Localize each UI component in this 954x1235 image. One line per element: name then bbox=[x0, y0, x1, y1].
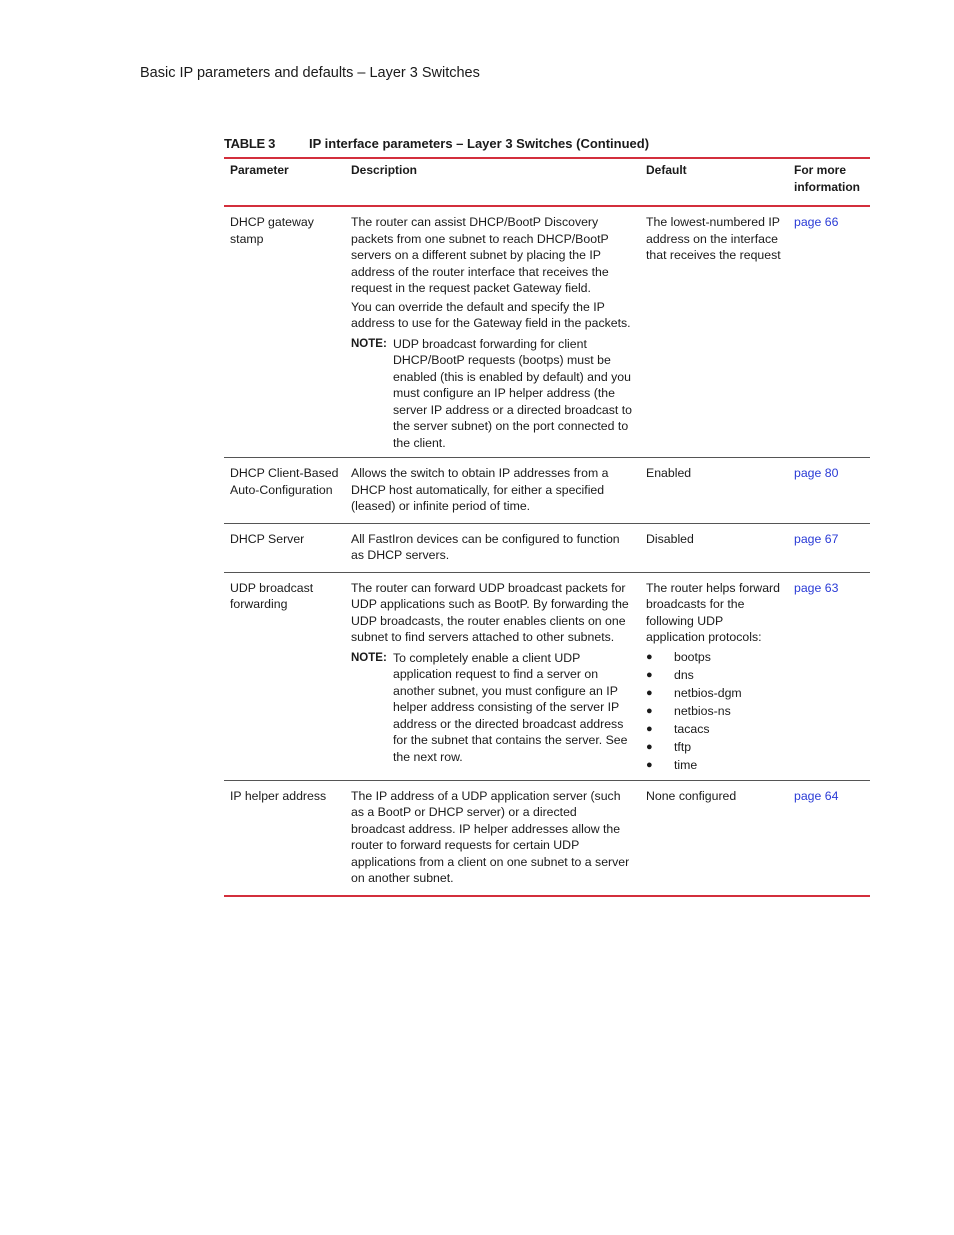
list-item: ● netbios-dgm bbox=[646, 685, 742, 700]
bullet-icon: ● bbox=[646, 650, 653, 663]
description-text: All FastIron devices can be configured to function as DHCP servers. bbox=[351, 531, 620, 562]
bullet-icon: ● bbox=[646, 686, 653, 699]
bullet-icon: ● bbox=[646, 740, 653, 753]
list-item: ● tftp bbox=[646, 739, 692, 754]
protocol-list bbox=[646, 648, 782, 774]
description-text: The router can forward UDP broadcast packets for UDP applications such as BootP. By forwarding the UDP broadcasts, the router enables clients on one subnet to find servers attached to other subnets. bbox=[351, 580, 629, 644]
table-number: TABLE 3 bbox=[224, 136, 276, 151]
bullet-icon: ● bbox=[646, 722, 653, 735]
default-cell: The lowest-numbered IP address on the interface that receives the request bbox=[646, 215, 781, 262]
parameter-cell: IP helper address bbox=[230, 788, 327, 803]
default-cell bbox=[640, 572, 788, 780]
note-label: NOTE: bbox=[351, 337, 387, 350]
info-cell bbox=[788, 780, 870, 896]
note bbox=[351, 650, 634, 766]
parameter-cell: DHCP Server bbox=[230, 531, 305, 546]
page-link[interactable]: page 80 bbox=[794, 466, 839, 480]
note-text: To completely enable a client UDP application request to find a server on another subnet, you must configure an IP helper address consisting of the server IP address or the directed broadcast address for the subnet that contains the server. See the next row. bbox=[393, 650, 628, 764]
header-more-info: For more information bbox=[794, 163, 860, 194]
description-cell bbox=[345, 206, 640, 458]
description-cell bbox=[345, 523, 640, 572]
table-row bbox=[224, 206, 870, 458]
table-row bbox=[224, 458, 870, 524]
description-text: The router can assist DHCP/BootP Discovery packets from one subnet to reach DHCP/BootP servers on a different subnet by placing the IP address of the router interface that receives the request in the request packet Gateway field. bbox=[351, 215, 609, 295]
page-link[interactable]: page 67 bbox=[794, 531, 839, 546]
info-cell bbox=[788, 572, 870, 780]
description-text: Allows the switch to obtain IP addresses from a DHCP host automatically, for either a specified (leased) or infinite period of time. bbox=[351, 466, 609, 513]
note-label: NOTE: bbox=[351, 651, 387, 664]
note bbox=[351, 336, 634, 452]
table-header-row bbox=[224, 158, 870, 206]
bullet-icon: ● bbox=[646, 758, 653, 771]
parameter-cell: DHCP gateway stamp bbox=[230, 215, 314, 246]
description-text: You can override the default and specify the IP address to use for the Gateway field in the packets. bbox=[351, 299, 631, 330]
header-parameter: Parameter bbox=[230, 163, 289, 177]
info-cell bbox=[788, 458, 870, 524]
description-cell bbox=[345, 780, 640, 896]
parameter-cell: UDP broadcast forwarding bbox=[230, 580, 314, 611]
page-link[interactable]: page 64 bbox=[794, 788, 839, 803]
list-item: ● time bbox=[646, 757, 698, 772]
list-item: ● tacacs bbox=[646, 721, 710, 736]
list-item: ● dns bbox=[646, 667, 694, 682]
default-text: The router helps forward broadcasts for the following UDP application protocols: bbox=[646, 580, 780, 644]
page-link[interactable]: page 63 bbox=[794, 580, 839, 595]
description-text: The IP address of a UDP application server (such as a BootP or DHCP server) or a directed broadcast address. IP helper addresses allow the router to forward requests for certain UDP applications from a client on one subnet to a server on another subnet. bbox=[351, 788, 630, 885]
page-link[interactable]: page 66 bbox=[794, 215, 839, 229]
list-item: ● bootps bbox=[646, 649, 711, 664]
default-cell: Enabled bbox=[646, 466, 692, 480]
bullet-icon: ● bbox=[646, 668, 653, 681]
default-cell: Disabled bbox=[646, 531, 694, 546]
table-title: IP interface parameters – Layer 3 Switches (Continued) bbox=[309, 136, 650, 151]
table-row bbox=[224, 780, 870, 896]
ip-parameters-table bbox=[224, 157, 870, 897]
header-description: Description bbox=[351, 163, 418, 177]
list-item: ● netbios-ns bbox=[646, 703, 731, 718]
info-cell bbox=[788, 206, 870, 458]
info-cell bbox=[788, 523, 870, 572]
description-cell bbox=[345, 572, 640, 780]
description-cell bbox=[345, 458, 640, 524]
table-row bbox=[224, 523, 870, 572]
default-cell: None configured bbox=[646, 788, 737, 803]
table-caption bbox=[224, 136, 870, 151]
running-header: Basic IP parameters and defaults – Layer 3 Switches bbox=[140, 65, 480, 81]
bullet-icon: ● bbox=[646, 704, 653, 717]
header-default: Default bbox=[646, 163, 687, 177]
note-text: UDP broadcast forwarding for client DHCP/BootP requests (bootps) must be enabled (this is enabled by default) and you must configure an IP helper address (the server IP address or a directed broadcast to the server subnet) on the port connected to the client. bbox=[393, 336, 633, 450]
parameter-cell: DHCP Client-Based Auto-Configuration bbox=[230, 466, 339, 497]
table-row bbox=[224, 572, 870, 780]
